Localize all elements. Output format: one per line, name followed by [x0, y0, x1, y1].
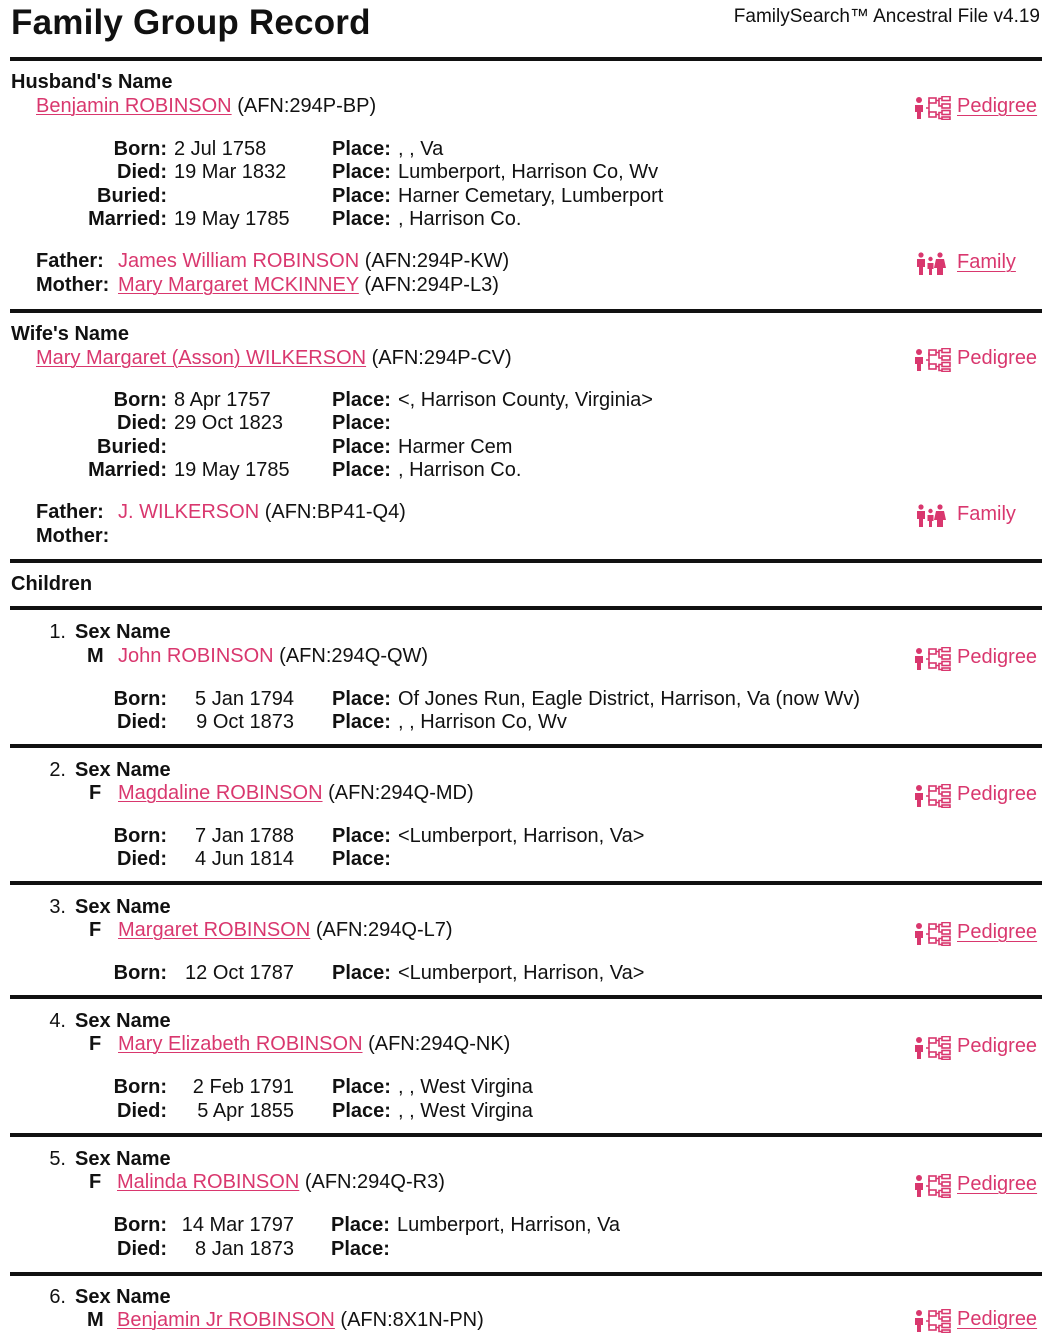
father-label: Father: — [36, 250, 104, 272]
child-pedigree-link[interactable] — [957, 783, 1037, 806]
divider — [10, 57, 1042, 61]
place-label: Place: — [332, 161, 391, 183]
place-label: Place: — [332, 825, 391, 847]
wife-section-title: Wife's Name — [11, 323, 129, 345]
wife-name-line — [36, 347, 512, 370]
child-sex: M — [87, 1309, 104, 1331]
place-label: Place: — [332, 1076, 391, 1098]
wife-married-date: 19 May 1785 — [174, 459, 290, 481]
child-number: 3. — [49, 896, 66, 918]
place-label: Place: — [332, 436, 391, 458]
wife-father-afn: (AFN:BP41-Q4) — [264, 501, 406, 523]
divider — [10, 995, 1042, 999]
child-afn: (AFN:294Q-L7) — [315, 919, 453, 941]
child-number: 1. — [49, 621, 66, 643]
wife-afn: (AFN:294P-CV) — [371, 347, 512, 369]
pedigree-icon — [911, 348, 953, 372]
child-died-place: , , West Virgina — [398, 1100, 533, 1122]
place-label: Place: — [332, 389, 391, 411]
wife-pedigree-link[interactable] — [957, 347, 1037, 370]
sex-name-header: Sex Name — [75, 1148, 171, 1170]
husband-father-link[interactable]: James William ROBINSON — [118, 250, 360, 272]
page-title: Family Group Record — [11, 3, 371, 42]
husband-born-place: , , Va — [398, 138, 444, 160]
husband-married-place: , Harrison Co. — [398, 208, 522, 230]
child-born-date: 5 Jan 1794 — [195, 688, 294, 710]
husband-buried-place: Harner Cemetary, Lumberport — [398, 185, 664, 207]
mother-label: Mother: — [36, 525, 110, 547]
husband-afn: (AFN:294P-BP) — [237, 95, 377, 117]
child-born-date: 14 Mar 1797 — [181, 1214, 294, 1236]
sex-name-header: Sex Name — [75, 896, 171, 918]
child-born-place: Of Jones Run, Eagle District, Harrison, Va (now Wv) — [398, 688, 860, 710]
child-born-date: 12 Oct 1787 — [185, 962, 294, 984]
child-number: 5. — [49, 1148, 66, 1170]
husband-name-link[interactable]: Benjamin ROBINSON — [36, 95, 232, 117]
child-sex: F — [89, 1171, 102, 1193]
died-label: Died: — [117, 161, 167, 183]
wife-born-date: 8 Apr 1757 — [174, 389, 271, 411]
child-sex: F — [89, 919, 102, 941]
child-born-place: , , West Virgina — [398, 1076, 533, 1098]
child-name-link[interactable]: John ROBINSON — [118, 645, 274, 667]
divider — [10, 606, 1042, 610]
child-born-place: <Lumberport, Harrison, Va> — [398, 962, 645, 984]
pedigree-label: Pedigree — [957, 646, 1038, 668]
pedigree-label: Pedigree — [957, 1173, 1038, 1195]
born-label: Born: — [113, 962, 167, 984]
family-icon — [915, 252, 949, 276]
child-died-date: 9 Oct 1873 — [196, 711, 294, 733]
born-label: Born: — [113, 1214, 167, 1236]
child-born-place: Lumberport, Harrison, Va — [397, 1214, 621, 1236]
born-label: Born: — [113, 138, 167, 160]
died-label: Died: — [117, 848, 167, 870]
died-label: Died: — [117, 1100, 167, 1122]
child-sex: F — [89, 1033, 102, 1055]
wife-married-place: , Harrison Co. — [398, 459, 522, 481]
place-label: Place: — [331, 1238, 390, 1260]
child-afn: (AFN:8X1N-PN) — [340, 1309, 484, 1331]
husband-pedigree-link[interactable] — [957, 95, 1037, 118]
wife-name-link[interactable]: Mary Margaret (Asson) WILKERSON — [36, 347, 367, 369]
child-pedigree-link[interactable] — [957, 1035, 1037, 1058]
place-label: Place: — [332, 412, 391, 434]
child-sex: M — [87, 645, 104, 667]
husband-mother-afn: (AFN:294P-L3) — [364, 274, 499, 296]
wife-buried-place: Harmer Cem — [398, 436, 513, 458]
mother-label: Mother: — [36, 274, 110, 296]
pedigree-label: Pedigree — [957, 921, 1038, 943]
place-label: Place: — [332, 459, 391, 481]
pedigree-label: Pedigree — [957, 783, 1038, 805]
child-born-place: <Lumberport, Harrison, Va> — [398, 825, 645, 847]
place-label: Place: — [332, 711, 391, 733]
husband-mother-line — [118, 274, 499, 297]
divider — [10, 1133, 1042, 1137]
place-label: Place: — [332, 962, 391, 984]
child-name-line — [117, 1309, 484, 1332]
child-name-line — [118, 782, 474, 805]
wife-died-date: 29 Oct 1823 — [174, 412, 283, 434]
child-name-line — [118, 1033, 510, 1056]
child-number: 6. — [49, 1286, 66, 1308]
pedigree-label: Pedigree — [957, 95, 1038, 117]
child-afn: (AFN:294Q-QW) — [279, 645, 429, 667]
app-label: FamilySearch™ Ancestral File v4.19 — [733, 6, 1040, 27]
place-label: Place: — [332, 848, 391, 870]
husband-born-date: 2 Jul 1758 — [174, 138, 267, 160]
died-label: Died: — [117, 711, 167, 733]
child-name-link[interactable]: Benjamin Jr ROBINSON — [117, 1309, 335, 1331]
husband-section-title: Husband's Name — [11, 71, 173, 93]
child-afn: (AFN:294Q-R3) — [304, 1171, 445, 1193]
child-died-date: 4 Jun 1814 — [195, 848, 294, 870]
buried-label: Buried: — [97, 436, 167, 458]
child-afn: (AFN:294Q-MD) — [328, 782, 474, 804]
born-label: Born: — [113, 825, 167, 847]
child-name-link[interactable]: Margaret ROBINSON — [118, 919, 311, 941]
place-label: Place: — [332, 1100, 391, 1122]
died-label: Died: — [117, 1238, 167, 1260]
child-sex: F — [89, 782, 102, 804]
child-name-line — [117, 1171, 445, 1194]
pedigree-icon — [911, 1036, 953, 1060]
pedigree-icon — [911, 1174, 953, 1198]
child-pedigree-link[interactable] — [957, 1308, 1037, 1331]
husband-father-afn: (AFN:294P-KW) — [364, 250, 510, 272]
family-label: Family — [957, 251, 1016, 273]
divider — [10, 559, 1042, 563]
child-name-line — [118, 919, 453, 942]
sex-name-header: Sex Name — [75, 1010, 171, 1032]
child-number: 4. — [49, 1010, 66, 1032]
family-label: Family — [957, 503, 1016, 525]
child-pedigree-link[interactable] — [957, 646, 1037, 669]
children-section-title: Children — [11, 573, 93, 595]
pedigree-icon — [911, 96, 953, 120]
born-label: Born: — [113, 688, 167, 710]
child-died-date: 5 Apr 1855 — [197, 1100, 294, 1122]
child-name-link[interactable]: Magdaline ROBINSON — [118, 782, 323, 804]
husband-father-line — [118, 250, 509, 273]
pedigree-icon — [911, 784, 953, 808]
child-name-link[interactable]: Mary Elizabeth ROBINSON — [118, 1033, 363, 1055]
father-label: Father: — [36, 501, 104, 523]
child-born-date: 2 Feb 1791 — [192, 1076, 294, 1098]
married-label: Married: — [88, 208, 167, 230]
place-label: Place: — [332, 208, 391, 230]
buried-label: Buried: — [97, 185, 167, 207]
husband-mother-link[interactable]: Mary Margaret MCKINNEY — [118, 274, 359, 296]
wife-father-line — [118, 501, 406, 524]
divider — [10, 1272, 1042, 1276]
child-died-date: 8 Jan 1873 — [195, 1238, 294, 1260]
place-label: Place: — [332, 138, 391, 160]
pedigree-label: Pedigree — [957, 1035, 1038, 1057]
died-label: Died: — [117, 412, 167, 434]
husband-died-place: Lumberport, Harrison Co, Wv — [398, 161, 659, 183]
divider — [10, 309, 1042, 313]
place-label: Place: — [332, 688, 391, 710]
wife-family-link[interactable] — [957, 503, 1016, 526]
husband-family-link[interactable] — [957, 251, 1016, 274]
child-born-date: 7 Jan 1788 — [195, 825, 294, 847]
sex-name-header: Sex Name — [75, 759, 171, 781]
sex-name-header: Sex Name — [75, 621, 171, 643]
pedigree-label: Pedigree — [957, 1308, 1038, 1330]
place-label: Place: — [332, 185, 391, 207]
husband-name-line — [36, 95, 376, 118]
pedigree-icon — [911, 647, 953, 671]
child-pedigree-link[interactable] — [957, 921, 1037, 944]
place-label: Place: — [331, 1214, 390, 1236]
wife-born-place: <, Harrison County, Virginia> — [398, 389, 653, 411]
husband-died-date: 19 Mar 1832 — [174, 161, 287, 183]
child-pedigree-link[interactable] — [957, 1173, 1037, 1196]
child-name-line — [118, 645, 428, 668]
sex-name-header: Sex Name — [75, 1286, 171, 1308]
wife-father-link[interactable]: J. WILKERSON — [118, 501, 260, 523]
born-label: Born: — [113, 1076, 167, 1098]
child-name-link[interactable]: Malinda ROBINSON — [117, 1171, 300, 1193]
divider — [10, 744, 1042, 748]
born-label: Born: — [113, 389, 167, 411]
pedigree-icon — [911, 922, 953, 946]
pedigree-icon — [911, 1309, 953, 1333]
child-died-place: , , Harrison Co, Wv — [398, 711, 567, 733]
pedigree-label: Pedigree — [957, 347, 1038, 369]
married-label: Married: — [88, 459, 167, 481]
divider — [10, 881, 1042, 885]
child-afn: (AFN:294Q-NK) — [368, 1033, 511, 1055]
husband-married-date: 19 May 1785 — [174, 208, 290, 230]
family-icon — [915, 504, 949, 528]
child-number: 2. — [49, 759, 66, 781]
